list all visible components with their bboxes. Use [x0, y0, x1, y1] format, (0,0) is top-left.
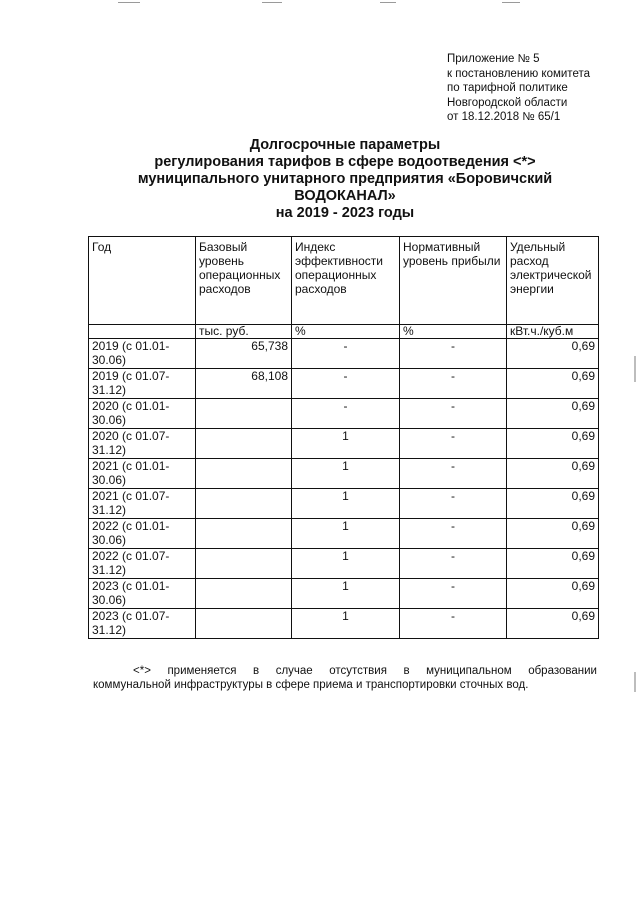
table-row	[89, 609, 599, 639]
cell-energy-consumption: 0,69	[507, 339, 599, 369]
table-units-row	[89, 325, 599, 339]
unit-year	[89, 325, 196, 339]
unit-efficiency-index: %	[292, 325, 400, 339]
cell-period: 2019 (с 01.07-31.12)	[89, 369, 196, 399]
cell-energy-consumption: 0,69	[507, 399, 599, 429]
table-row	[89, 489, 599, 519]
header-energy-consumption: Удельный расход электрической энергии	[507, 237, 599, 325]
cell-period: 2020 (с 01.01-30.06)	[89, 399, 196, 429]
footnote-word: муниципальном	[426, 665, 512, 677]
table-row	[89, 369, 599, 399]
cell-efficiency-index: 1	[292, 459, 400, 489]
cell-profit-level: -	[400, 399, 507, 429]
appendix-line: от 18.12.2018 № 65/1	[447, 111, 561, 123]
cell-efficiency-index: 1	[292, 609, 400, 639]
title-line: на 2019 - 2023 годы	[275, 205, 415, 221]
cell-profit-level: -	[400, 519, 507, 549]
cell-base-opex: 65,738	[196, 339, 292, 369]
table-row	[89, 339, 599, 369]
cell-period: 2022 (с 01.01-30.06)	[89, 519, 196, 549]
appendix-line: к постановлению комитета	[447, 67, 590, 80]
table-header-row	[89, 237, 599, 325]
footnote-word: применяется	[167, 665, 237, 677]
cell-energy-consumption: 0,69	[507, 429, 599, 459]
cell-period: 2022 (с 01.07-31.12)	[89, 549, 196, 579]
footnote-word: в	[403, 665, 410, 677]
cell-energy-consumption: 0,69	[507, 369, 599, 399]
appendix-note	[447, 52, 627, 125]
cell-energy-consumption: 0,69	[507, 549, 599, 579]
table-row	[89, 579, 599, 609]
table-row	[89, 399, 599, 429]
footnote-word: случае	[275, 665, 313, 677]
unit-base-opex: тыс. руб.	[196, 325, 292, 339]
cell-period: 2019 (с 01.01-30.06)	[89, 339, 196, 369]
table-row	[89, 549, 599, 579]
footnote-word: отсутствия	[329, 665, 387, 677]
appendix-line: Приложение № 5	[447, 53, 540, 65]
appendix-line: Новгородской области	[447, 96, 568, 109]
footnote	[93, 664, 597, 692]
cell-profit-level: -	[400, 549, 507, 579]
footnote-word: <*>	[133, 665, 151, 677]
title-line: ВОДОКАНАЛ»	[294, 188, 396, 204]
cell-period: 2021 (с 01.07-31.12)	[89, 489, 196, 519]
footnote-line-2: коммунальной инфраструктуры в сфере приема и транспортировки сточных вод.	[93, 679, 529, 691]
cell-efficiency-index: -	[292, 399, 400, 429]
header-year: Год	[89, 237, 196, 325]
cell-profit-level: -	[400, 489, 507, 519]
table-row	[89, 429, 599, 459]
unit-energy-consumption: кВт.ч./куб.м	[507, 325, 599, 339]
cell-profit-level: -	[400, 609, 507, 639]
unit-profit-level: %	[400, 325, 507, 339]
cell-period: 2021 (с 01.01-30.06)	[89, 459, 196, 489]
parameters-table	[88, 236, 599, 639]
cell-profit-level: -	[400, 579, 507, 609]
appendix-line: по тарифной политике	[447, 82, 568, 94]
header-efficiency-index: Индекс эффективности операционных расходов	[292, 237, 400, 325]
cell-base-opex	[196, 579, 292, 609]
scan-edge-mark	[634, 672, 636, 692]
table-row	[89, 519, 599, 549]
cell-period: 2020 (с 01.07-31.12)	[89, 429, 196, 459]
cell-efficiency-index: 1	[292, 519, 400, 549]
cell-energy-consumption: 0,69	[507, 579, 599, 609]
cell-period: 2023 (с 01.01-30.06)	[89, 579, 196, 609]
cell-energy-consumption: 0,69	[507, 489, 599, 519]
cell-base-opex	[196, 459, 292, 489]
cell-efficiency-index: 1	[292, 579, 400, 609]
document-title	[90, 137, 600, 222]
scan-top-marks	[0, 0, 640, 6]
cell-profit-level: -	[400, 369, 507, 399]
cell-energy-consumption: 0,69	[507, 459, 599, 489]
cell-profit-level: -	[400, 339, 507, 369]
cell-base-opex	[196, 399, 292, 429]
footnote-word: в	[253, 665, 260, 677]
cell-efficiency-index: 1	[292, 549, 400, 579]
header-base-opex: Базовый уровень операционных расходов	[196, 237, 292, 325]
title-line: муниципального унитарного предприятия «Боровичский	[137, 171, 553, 187]
cell-efficiency-index: -	[292, 369, 400, 399]
cell-profit-level: -	[400, 459, 507, 489]
footnote-line-1	[93, 664, 597, 678]
cell-base-opex	[196, 549, 292, 579]
cell-base-opex	[196, 489, 292, 519]
header-profit-level: Нормативный уровень прибыли	[400, 237, 507, 325]
cell-efficiency-index: 1	[292, 429, 400, 459]
footnote-word: образовании	[528, 665, 597, 677]
cell-base-opex	[196, 519, 292, 549]
table-row	[89, 459, 599, 489]
title-line: регулирования тарифов в сфере водоотведения <*>	[154, 154, 536, 170]
cell-energy-consumption: 0,69	[507, 519, 599, 549]
cell-efficiency-index: 1	[292, 489, 400, 519]
title-line: Долгосрочные параметры	[249, 137, 441, 153]
cell-base-opex: 68,108	[196, 369, 292, 399]
cell-efficiency-index: -	[292, 339, 400, 369]
cell-profit-level: -	[400, 429, 507, 459]
cell-energy-consumption: 0,69	[507, 609, 599, 639]
cell-period: 2023 (с 01.07-31.12)	[89, 609, 196, 639]
cell-base-opex	[196, 609, 292, 639]
cell-base-opex	[196, 429, 292, 459]
scan-edge-mark	[634, 356, 636, 382]
